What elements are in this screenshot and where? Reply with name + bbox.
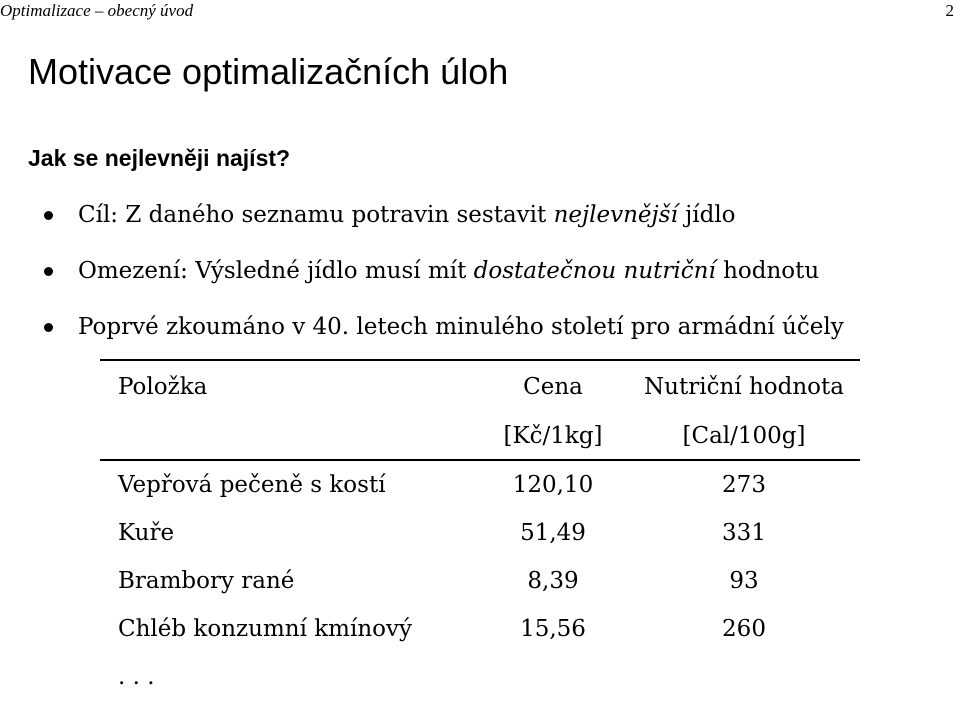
cell-nutrition: 260 [722, 616, 766, 642]
cell-item: Kuře [118, 520, 175, 546]
cell-price: 8,39 [527, 568, 579, 594]
bullet-list [38, 200, 844, 368]
bullet-text: jídlo [677, 202, 736, 228]
header-price-unit: [Kč/1kg] [503, 423, 603, 449]
header-item: Položka [118, 374, 208, 400]
slide-title: Motivace optimalizačních úloh [28, 51, 509, 92]
running-head: Optimalizace – obecný úvod [0, 1, 194, 20]
cell-nutrition: 273 [722, 472, 766, 498]
bullet-text: Poprvé zkoumáno v 40. letech minulého století pro armádní účely [78, 314, 844, 340]
bullet-text: Cíl: Z daného seznamu potravin sestavit [78, 202, 554, 228]
table-row [100, 605, 860, 653]
cell-price: 15,56 [520, 616, 586, 642]
cell-nutrition: 331 [722, 520, 766, 546]
bullet-text: Omezení: Výsledné jídlo musí mít [78, 258, 474, 284]
bullet-dot-icon [44, 267, 53, 276]
table-row [100, 461, 860, 509]
cell-item: Vepřová pečeně s kostí [118, 472, 386, 498]
cell-price: 51,49 [520, 520, 586, 546]
table-row [100, 509, 860, 557]
bullet-emphasis: nejlevnější [553, 202, 678, 228]
header-price: Cena [523, 374, 583, 400]
bullet-dot-icon [44, 211, 53, 220]
bullet-item-constraint [38, 256, 844, 312]
cell-price: 120,10 [512, 472, 594, 498]
table-row [100, 557, 860, 605]
bullet-emphasis: dostatečnou nutriční [473, 258, 716, 284]
cell-nutrition: 93 [729, 568, 759, 594]
cell-item: Chléb konzumní kmínový [118, 616, 412, 642]
slide-subtitle: Jak se nejlevněji najíst? [28, 145, 291, 171]
bullet-item-goal [38, 200, 844, 256]
cell-item: Brambory rané [118, 568, 295, 594]
page-number: 2 [945, 1, 954, 20]
bullet-text: hodnotu [715, 258, 820, 284]
bullet-dot-icon [44, 323, 53, 332]
table-ellipsis-row [100, 653, 860, 701]
header-nutrition-unit: [Cal/100g] [682, 423, 806, 449]
header-item-unit [100, 413, 478, 459]
table-header-units-row [100, 413, 860, 459]
header-nutrition: Nutriční hodnota [644, 374, 844, 400]
table-ellipsis: . . . [118, 664, 155, 690]
table-header-row [100, 361, 860, 413]
food-table [100, 359, 860, 701]
